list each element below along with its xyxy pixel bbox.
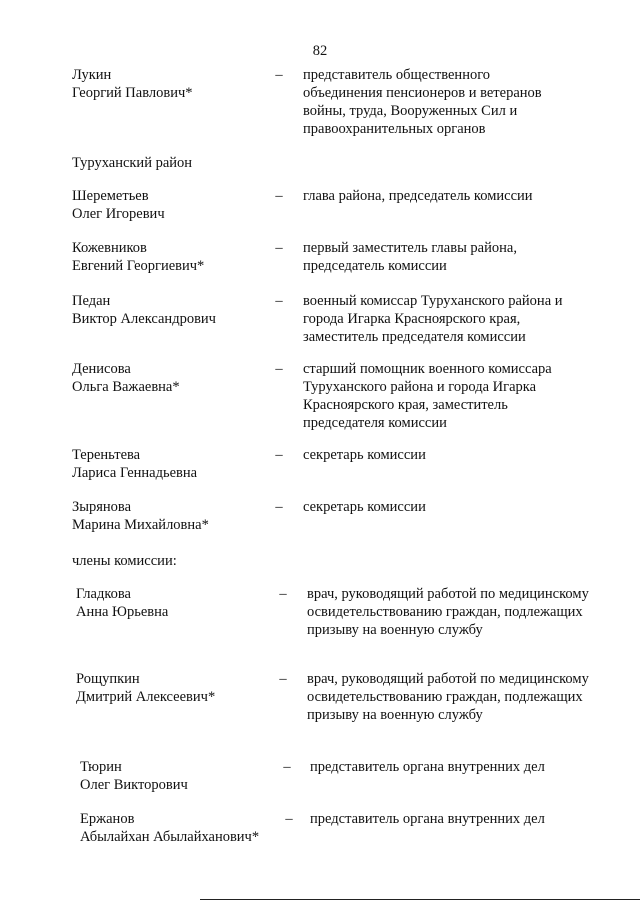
member-given-name: Олег Игоревич bbox=[72, 206, 165, 222]
member-given-name: Марина Михайловна* bbox=[72, 517, 209, 533]
dash-separator: – bbox=[275, 67, 283, 83]
member-given-name: Виктор Александрович bbox=[72, 311, 216, 327]
member-role: секретарь комиссии bbox=[303, 499, 426, 515]
dash-separator: – bbox=[275, 447, 283, 463]
member-given-name: Евгений Георгиевич* bbox=[72, 258, 205, 274]
member-role: представитель органа внутренних дел bbox=[310, 811, 545, 827]
member-role: глава района, председатель комиссии bbox=[303, 188, 533, 204]
dash-separator: – bbox=[283, 759, 291, 775]
member-name bbox=[72, 239, 302, 275]
member-name bbox=[72, 292, 302, 328]
dash-separator: – bbox=[285, 811, 293, 827]
member-surname: Зырянова bbox=[72, 499, 132, 515]
member-surname: Денисова bbox=[72, 361, 131, 377]
dash-separator: – bbox=[275, 361, 283, 377]
member-surname: Кожевников bbox=[72, 240, 147, 256]
member-name bbox=[80, 810, 295, 846]
page-bottom-rule bbox=[200, 899, 640, 900]
member-role: представитель органа внутренних дел bbox=[310, 759, 545, 775]
dash-separator: – bbox=[275, 188, 283, 204]
member-given-name: Олег Викторович bbox=[80, 777, 188, 793]
member-surname: Лукин bbox=[72, 67, 112, 83]
dash-separator: – bbox=[275, 293, 283, 309]
member-role: представитель общественного объединения пенсионеров и ветеранов войны, труда, Вооруженных Сил и правоохранительных органов bbox=[303, 67, 542, 137]
dash-separator: – bbox=[279, 586, 287, 602]
member-given-name: Ольга Важаевна* bbox=[72, 379, 180, 395]
dash-separator: – bbox=[279, 671, 287, 687]
member-given-name: Абылайхан Абылайханович* bbox=[80, 829, 260, 845]
dash-separator: – bbox=[275, 240, 283, 256]
district-heading: Туруханский район bbox=[72, 155, 193, 171]
member-name bbox=[80, 758, 310, 794]
dash-separator: – bbox=[275, 499, 283, 515]
member-surname: Ержанов bbox=[80, 811, 135, 827]
member-given-name: Георгий Павлович* bbox=[72, 85, 193, 101]
member-role: врач, руководящий работой по медицинскому освидетельствованию граждан, подлежащих призыву на военную службу bbox=[307, 586, 589, 638]
member-name bbox=[72, 360, 302, 396]
member-role: старший помощник военного комиссара Туруханского района и города Игарка Красноярского края, заместитель председателя комиссии bbox=[303, 361, 552, 431]
member-name bbox=[72, 498, 302, 534]
page-number: 82 bbox=[312, 43, 328, 59]
member-name bbox=[76, 585, 306, 621]
member-surname: Гладкова bbox=[76, 586, 131, 602]
member-name bbox=[72, 446, 302, 482]
member-name bbox=[72, 66, 302, 102]
member-name bbox=[72, 187, 302, 223]
member-surname: Тереньтева bbox=[72, 447, 141, 463]
members-heading: члены комиссии: bbox=[72, 553, 177, 569]
member-given-name: Дмитрий Алексеевич* bbox=[76, 689, 216, 705]
member-surname: Педан bbox=[72, 293, 111, 309]
member-role: секретарь комиссии bbox=[303, 447, 426, 463]
member-role: врач, руководящий работой по медицинскому освидетельствованию граждан, подлежащих призыву на военную службу bbox=[307, 671, 589, 723]
member-given-name: Лариса Геннадьевна bbox=[72, 465, 198, 481]
member-name bbox=[76, 670, 306, 706]
member-surname: Тюрин bbox=[80, 759, 122, 775]
member-role: первый заместитель главы района, председатель комиссии bbox=[303, 240, 517, 274]
member-role: военный комиссар Туруханского района и города Игарка Красноярского края, заместитель председателя комиссии bbox=[303, 293, 563, 345]
member-surname: Рощупкин bbox=[76, 671, 140, 687]
member-surname: Шереметьев bbox=[72, 188, 149, 204]
member-given-name: Анна Юрьевна bbox=[76, 604, 169, 620]
